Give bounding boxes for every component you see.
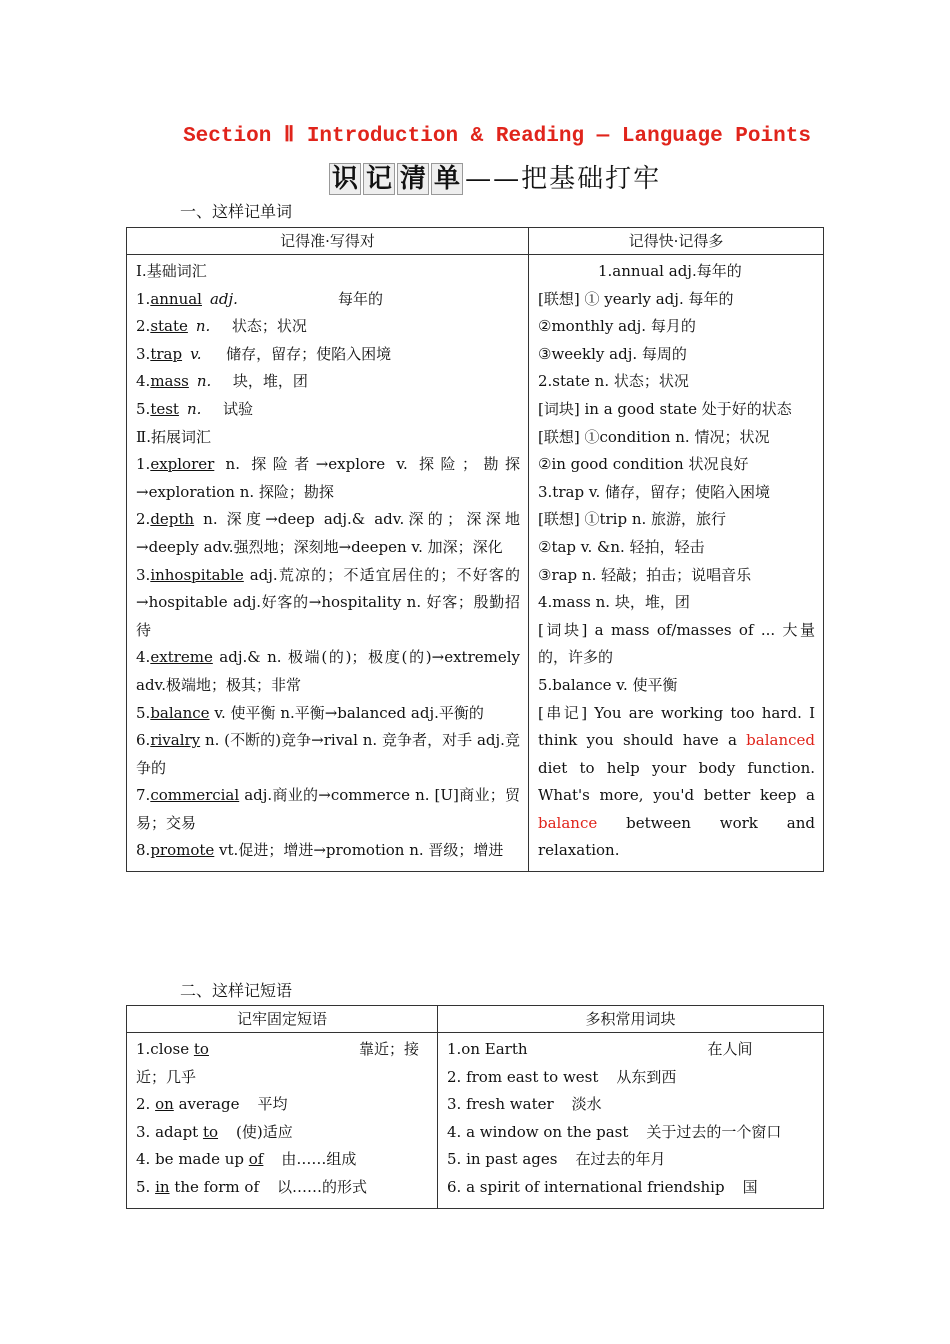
vocab-left-cell: [127, 255, 529, 872]
vocab-word: depth: [150, 510, 195, 529]
ext-vocab-item: [136, 562, 520, 645]
phrase-right-cell: [438, 1033, 824, 1209]
page-title: Section Ⅱ Introduction & Reading — Language Points: [183, 125, 811, 148]
phrase-blank: to: [193, 1040, 209, 1058]
vocab-table: [126, 227, 824, 872]
vocab-word: trap: [150, 344, 183, 363]
vocab-derivations: v. 使平衡 n.平衡→balanced adj.平衡的: [209, 703, 484, 722]
note-item: [词块] a mass of/masses of ... 大量的，许多的: [538, 620, 815, 667]
ext-vocab-list: [136, 451, 520, 865]
part-of-speech: v.: [190, 344, 202, 363]
phrase-right-header: 多积常用词块: [438, 1006, 824, 1033]
vocab-word: state: [150, 317, 188, 336]
vocab-meaning: 试验: [222, 399, 253, 418]
highlight-word: balance: [538, 813, 598, 832]
note-item: [联想] ①trip n. 旅游，旅行: [538, 510, 727, 529]
item-number: 1.: [136, 455, 151, 474]
note-item: [联想] ① yearly adj. 每年的: [538, 289, 734, 308]
phrase-chunk-item: [447, 1174, 815, 1202]
chunk-text: 3. fresh water: [447, 1095, 554, 1114]
ext-vocab-item: [136, 506, 520, 561]
vocab-word: mass: [150, 372, 189, 391]
vocab-word: commercial: [150, 786, 240, 805]
chunk-text: 4. a window on the past: [447, 1122, 629, 1141]
chunk-meaning: 淡水: [571, 1095, 602, 1114]
section-heading-phrases: 二、这样记短语: [180, 981, 293, 1000]
subtitle-box-char: 记: [363, 163, 395, 195]
part-of-speech: n.: [196, 372, 212, 391]
note-item: [词块] in a good state 处于好的状态: [538, 399, 792, 418]
phrase-meaning: 靠近；接近；几乎: [136, 1040, 419, 1086]
note-item: 3.trap v. 储存，留存；使陷入困境: [538, 482, 771, 501]
item-number: 4.: [136, 372, 151, 391]
subtitle-text: ——把基础打牢: [465, 164, 662, 194]
phrase-text: 2.: [136, 1095, 156, 1114]
phrase-blank: of: [248, 1150, 264, 1169]
note-item: ③weekly adj. 每周的: [538, 344, 687, 363]
phrase-text: the form of: [169, 1177, 259, 1196]
phrase-chunk-item: [447, 1119, 815, 1147]
basic-vocab-list: [136, 286, 520, 424]
phrase-text: 5.: [136, 1177, 156, 1196]
item-number: 2.: [136, 510, 151, 529]
basic-vocab-title: Ⅰ.基础词汇: [136, 262, 207, 280]
ext-vocab-item: [136, 727, 520, 782]
subtitle-box-char: 单: [431, 163, 463, 195]
part-of-speech: adj.: [209, 289, 238, 308]
note-item: 4.mass n. 块，堆，团: [538, 593, 690, 612]
note-item: [联想] ①condition n. 情况；状况: [538, 427, 770, 446]
vocab-derivations: n. 深度→deep adj.& adv.深的；深深地→deeply adv.强烈地；深刻地→deepen v. 加深；深化: [136, 510, 520, 556]
phrase-left-header: 记牢固定短语: [127, 1006, 438, 1033]
vocab-word: inhospitable: [150, 565, 244, 584]
vocab-word: explorer: [150, 455, 215, 474]
vocab-meaning: 块，堆，团: [232, 372, 308, 391]
section-heading-words: 一、这样记单词: [180, 202, 293, 221]
ext-vocab-item: [136, 644, 520, 699]
chunk-meaning: 国: [742, 1177, 758, 1196]
subtitle-box-char: 识: [329, 163, 361, 195]
vocab-word: extreme: [150, 648, 213, 667]
vocab-word: annual: [150, 289, 202, 308]
note-item: ②in good condition 状况良好: [538, 455, 749, 474]
chunk-meaning: 从东到西: [616, 1067, 677, 1086]
vocab-word: test: [150, 399, 179, 418]
note-item: 5.balance v. 使平衡: [538, 675, 678, 694]
item-number: 4.: [136, 648, 151, 667]
basic-vocab-item: [136, 286, 520, 314]
part-of-speech: n.: [195, 317, 211, 336]
vocab-meaning: 每年的: [337, 289, 383, 308]
vocab-right-header: 记得快·记得多: [529, 228, 824, 255]
chunk-meaning: 在人间: [707, 1040, 753, 1058]
phrase-text: 1.close: [136, 1040, 194, 1058]
note-item: ②tap v. &n. 轻拍，轻击: [538, 537, 705, 556]
phrase-blank: to: [202, 1122, 219, 1141]
phrase-left-cell: [127, 1033, 438, 1209]
phrase-meaning: 平均: [257, 1095, 288, 1114]
item-number: 6.: [136, 731, 151, 750]
phrase-table: [126, 1005, 824, 1209]
item-number: 7.: [136, 786, 151, 805]
fixed-phrase-list: [136, 1036, 429, 1202]
vocab-derivations: adj.& n. 极端(的)；极度(的)→extremely adv.极端地；极其；非常: [136, 648, 520, 694]
phrase-meaning: 以……的形式: [277, 1177, 368, 1196]
phrase-chunk-item: [447, 1036, 815, 1064]
item-number: 5.: [136, 703, 151, 722]
chunk-text: 1.on Earth: [447, 1040, 528, 1058]
chunk-meaning: 在过去的年月: [575, 1150, 666, 1169]
chunk-text: 5. in past ages: [447, 1150, 558, 1169]
phrase-chunk-item: [447, 1146, 815, 1174]
ext-vocab-item: [136, 451, 520, 506]
vocab-word: promote: [150, 841, 215, 860]
fixed-phrase-item: [136, 1146, 429, 1174]
example-text: between work and relaxation.: [538, 813, 815, 860]
chunk-text: 6. a spirit of international friendship: [447, 1177, 725, 1196]
item-number: 1.: [136, 289, 151, 308]
fixed-phrase-item: [136, 1036, 429, 1091]
phrase-text: 3. adapt: [136, 1122, 203, 1141]
fixed-phrase-item: [136, 1119, 429, 1147]
example-text: [串记] You are working too hard. I think you should have a: [538, 703, 815, 750]
ext-vocab-item: [136, 837, 520, 865]
vocab-derivations: n. (不断的)竞争→rival n. 竞争者，对手 adj.竞争的: [136, 731, 520, 777]
note-item: ②monthly adj. 每月的: [538, 317, 696, 336]
note-item: 1.annual adj.每年的: [598, 262, 742, 280]
item-number: 8.: [136, 841, 151, 860]
vocab-derivations: vt.促进；增进→promotion n. 晋级；增进: [214, 841, 504, 860]
phrase-chunk-item: [447, 1064, 815, 1092]
vocab-meaning: 状态；状况: [231, 317, 307, 336]
vocab-word: rivalry: [150, 731, 201, 750]
fixed-phrase-item: [136, 1174, 429, 1202]
example-paragraph: [538, 700, 815, 866]
vocab-derivations: adj.商业的→commerce n. [U]商业；贸易；交易: [136, 786, 520, 832]
vocab-word: balance: [150, 703, 210, 722]
basic-vocab-item: [136, 341, 520, 369]
item-number: 5.: [136, 399, 151, 418]
example-text: diet to help your body function. What's more, you'd better keep a: [538, 758, 815, 805]
phrase-blank: on: [155, 1095, 174, 1114]
phrase-text: 4. be made up: [136, 1150, 249, 1169]
basic-vocab-item: [136, 368, 520, 396]
phrase-meaning: (使)适应: [236, 1122, 293, 1141]
subtitle: [329, 158, 661, 195]
subtitle-box-char: 清: [397, 163, 429, 195]
ext-vocab-item: [136, 700, 520, 728]
chunk-text: 2. from east to west: [447, 1067, 599, 1086]
ext-vocab-title: Ⅱ.拓展词汇: [136, 427, 211, 446]
vocab-derivations: adj.荒凉的；不适宜居住的；不好客的→hospitable adj.好客的→hospitality n. 好客；殷勤招待: [136, 565, 520, 639]
highlight-word: balanced: [746, 731, 815, 750]
phrase-blank: in: [155, 1177, 170, 1196]
phrase-chunk-item: [447, 1091, 815, 1119]
vocab-derivations: n. 探险者→explore v. 探险；勘探→exploration n. 探险；勘探: [136, 455, 520, 501]
chunk-meaning: 关于过去的一个窗口: [646, 1122, 782, 1141]
note-item: ③rap n. 轻敲；拍击；说唱音乐: [538, 565, 752, 584]
part-of-speech: n.: [186, 399, 202, 418]
phrase-meaning: 由……组成: [281, 1150, 357, 1169]
note-item: 2.state n. 状态；状况: [538, 372, 689, 391]
basic-vocab-item: [136, 313, 520, 341]
vocab-left-header: 记得准·写得对: [127, 228, 529, 255]
ext-vocab-item: [136, 782, 520, 837]
item-number: 2.: [136, 317, 151, 336]
basic-vocab-item: [136, 396, 520, 424]
phrase-text: average: [173, 1095, 240, 1114]
vocab-right-cell: [529, 255, 824, 872]
vocab-meaning: 储存，留存；使陷入困境: [226, 344, 392, 363]
item-number: 3.: [136, 344, 151, 363]
fixed-phrase-item: [136, 1091, 429, 1119]
phrase-chunk-list: [447, 1036, 815, 1202]
item-number: 3.: [136, 565, 151, 584]
